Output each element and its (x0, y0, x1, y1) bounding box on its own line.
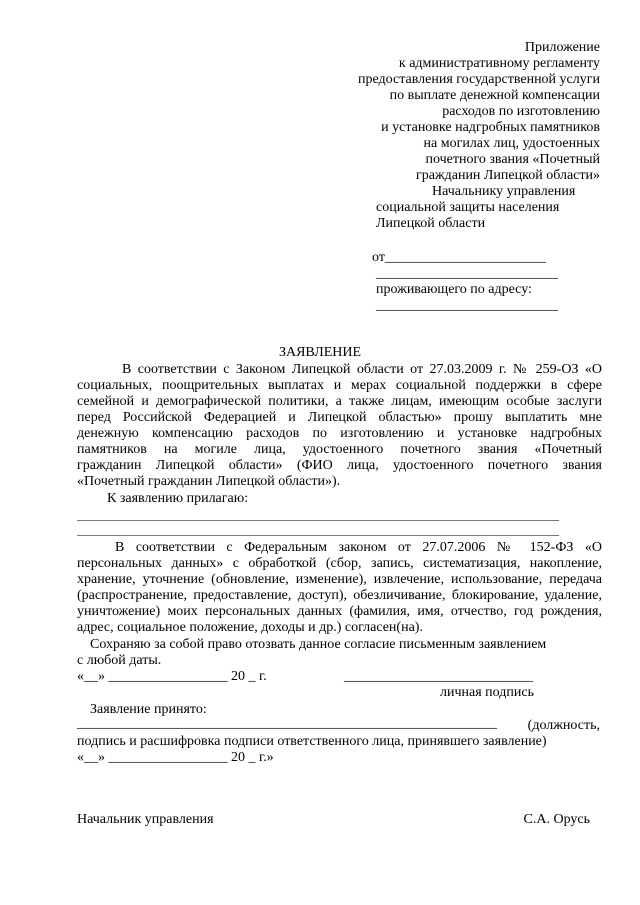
paragraph-line: «Почетный гражданин Липецкой области»). (77, 474, 341, 489)
paragraph-line: (распространение, предоставление, доступ), обезличивание, блокирование, удаление, (77, 588, 602, 603)
attachments-blank-line (77, 520, 559, 521)
header-line: и установке надгробных памятников (381, 120, 600, 135)
paragraph-line: персональных данных» с обработкой (сбор, запись, систематизация, накопление, (77, 556, 602, 571)
paragraph-line: В соответствии с Законом Липецкой области от 27.03.2009 г. № 259-ОЗ «О (122, 362, 602, 377)
addressee-line: социальной защиты населения (376, 200, 560, 215)
header-line: предоставления государственной услуги (358, 72, 600, 87)
accepted-blank-line: ____________________________________________________________ (77, 716, 497, 731)
position-hint-line: подпись и расшифровка подписи ответственного лица, принявшего заявление) (77, 734, 547, 749)
from-blank-line: __________________________ (376, 266, 558, 281)
accepted-label: Заявление принято: (90, 702, 207, 717)
paragraph-line: перед Российской Федерацией и Липецкой областью» прошу выплатить мне (77, 410, 602, 425)
header-line: по выплате денежной компенсации (389, 88, 600, 103)
paragraph-line: В соответствии с Федеральным законом от 27.07.2006 № 152-ФЗ «О (115, 540, 602, 555)
head-of-department-name: С.А. Орусь (523, 812, 590, 827)
header-line: расходов по изготовлению (442, 104, 600, 119)
header-line: гражданин Липецкой области» (415, 168, 600, 183)
paragraph-line: уничтожение) моих персональных данных (фамилия, имя, отчество, год рождения, (77, 604, 602, 619)
application-date-line: «__» _________________ 20 _ г. (77, 669, 267, 684)
header-line: Приложение (524, 40, 600, 55)
residing-label: проживающего по адресу: (376, 282, 532, 297)
header-line: почетного звания «Почетный (425, 152, 600, 167)
position-hint: (должность, (527, 718, 600, 733)
header-line: на могилах лиц, удостоенных (423, 136, 600, 151)
attachments-blank-line (77, 535, 559, 536)
addressee-line: Начальнику управления (432, 184, 576, 199)
paragraph-line: социальных, поощрительных выплатах и мерах социальной поддержки в сфере (77, 378, 602, 393)
signature-caption: личная подпись (440, 685, 534, 700)
from-field: от_______________________ (372, 250, 546, 265)
paragraph-line: гражданин Липецкой области» (ФИО лица, удостоенного почетного звания (77, 458, 602, 473)
attachments-label: К заявлению прилагаю: (107, 491, 249, 506)
paragraph-line: денежную компенсацию расходов по изготовлению и установке надгробных (77, 426, 602, 441)
paragraph-line: адрес, социальное положение, доходы и др.) согласен(на). (77, 620, 423, 635)
addressee-line: Липецкой области (376, 216, 486, 231)
paragraph-line: семейной и демографической политики, а также лицам, имеющим особые заслуги (77, 394, 602, 409)
reserve-right-line: Сохраняю за собой право отозвать данное согласие письменным заявлением (90, 637, 547, 652)
paragraph-line: памятников на могиле лица, удостоенного почетного звания «Почетный (77, 442, 602, 457)
head-of-department-label: Начальник управления (77, 812, 214, 827)
paragraph-line: хранение, уточнение (обновление, изменение), извлечение, использование, передача (77, 572, 602, 587)
header-line: к административному регламенту (398, 56, 600, 71)
signature-blank-line: ___________________________ (344, 669, 533, 684)
reserve-right-line: с любой даты. (77, 653, 162, 668)
document-title: ЗАЯВЛЕНИЕ (278, 345, 362, 360)
acceptance-date-line: «__» _________________ 20 _ г.» (77, 750, 274, 765)
address-blank-line: __________________________ (376, 298, 558, 313)
